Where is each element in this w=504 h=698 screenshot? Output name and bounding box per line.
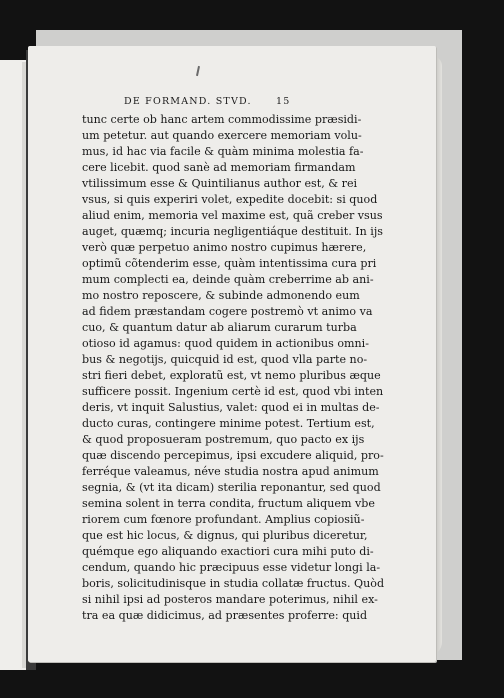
text-line: mo nostro reposcere, & subinde admonendo eum — [82, 289, 360, 302]
text-line: cendum, quando hic præcipuus esse videtur longi la- — [82, 561, 381, 574]
text-line: deris, vt inquit Salustius, valet: quod ei in multas de- — [82, 401, 380, 414]
text-line: ducto curas, contingere minime potest. Tertium est, — [82, 417, 375, 430]
text-line: si nihil ipsi ad posteros mandare poterimus, nihil ex- — [82, 593, 378, 606]
text-line: riorem cum fœnore profundant. Amplius copiosiũ- — [82, 513, 365, 526]
running-title: DE FORMAND. STVD. — [124, 96, 252, 107]
text-block — [82, 112, 385, 624]
text-line: tra ea quæ didicimus, ad præsentes proferre: quid — [82, 609, 368, 622]
text-line: auget, quæmq; incuria negligentiáque destituit. In ijs — [82, 225, 383, 238]
text-line: aliud enim, memoria vel maxime est, quã creber vsus — [82, 209, 383, 222]
text-line: & quod proposueram postremum, quo pacto ex ijs — [82, 433, 365, 446]
text-line: mum complecti ea, deinde quàm creberrime ab ani- — [82, 273, 374, 286]
text-line: um petetur. aut quando exercere memoriam volu- — [82, 129, 362, 142]
text-line: verò quæ perpetuo animo nostro cupimus hærere, — [82, 241, 367, 254]
text-line: ferréque valeamus, néve studia nostra apud animum — [82, 465, 379, 478]
text-line: sufficere possit. Ingenium certè id est, quod vbi inten — [82, 385, 384, 398]
text-line: tunc certe ob hanc artem commodissime præsidi- — [82, 113, 362, 126]
text-line: otioso id agamus: quod quidem in actionibus omni- — [82, 337, 369, 350]
text-line: cere licebit. quod sanè ad memoriam firmandam — [82, 161, 356, 174]
text-line: vsus, si quis experiri volet, expedite docebit: si quod — [82, 193, 378, 206]
text-line: boris, solicitudinisque in studia collatæ fructus. Quòd — [82, 577, 385, 590]
text-line: ad fidem præstandam cogere postremò vt animo va — [82, 305, 373, 318]
text-line: quémque ego aliquando exactiori cura mihi puto di- — [82, 545, 374, 558]
text-line: optimũ cõtenderim esse, quàm intentissima cura pri — [82, 257, 377, 270]
text-line: semina solent in terra condita, fructum aliquem vbe — [82, 497, 375, 510]
text-line: quæ discendo percepimus, ipsi excudere aliquid, pro- — [82, 449, 384, 462]
text-line: que est hic locus, & dignus, qui pluribus diceretur, — [82, 529, 368, 542]
text-line: cuo, & quantum datur ab aliarum curarum turba — [82, 321, 357, 334]
text-line: mus, id hac via facile & quàm minima molestia fa- — [82, 145, 364, 158]
text-line: vtilissimum esse & Quintilianus author est, & rei — [82, 177, 358, 190]
page-number: 15 — [276, 96, 291, 107]
text-line: bus & negotijs, quicquid id est, quod vlla parte no- — [82, 353, 368, 366]
text-line: segnia, & (vt ita dicam) sterilia reponantur, sed quod — [82, 481, 381, 494]
text-line: stri fieri debet, exploratũ est, vt nemo pluribus æque — [82, 369, 381, 382]
